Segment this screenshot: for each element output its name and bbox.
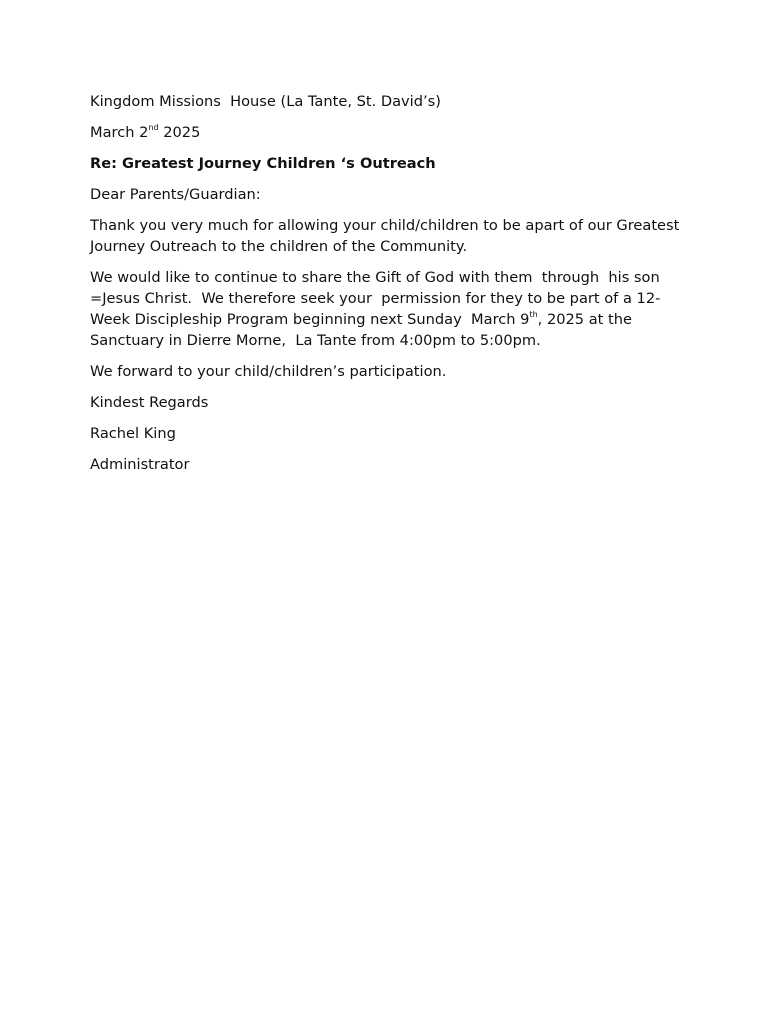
letter-paragraph-thanks: Thank you very much for allowing your child/children to be apart of our Greatest Journey Outreach to the children of the Community. [90,217,684,255]
program-text-end: , 2025 at the Sanctuary in Dierre Morne, La Tante from 4:00pm to 5:00pm. [90,311,637,349]
signer-name: Rachel King [90,425,176,442]
date-ordinal-suffix: nd [148,123,159,133]
program-date-suffix: th [529,310,538,320]
letter-body [90,91,684,485]
date-year: 2025 [158,124,201,141]
letter-paragraph-program [90,267,680,351]
program-text-start: We would like to continue to share the Gift of God with them through his son =Jesus Christ. We therefore seek your permission for they to be part of a 12-Week Discipleship Program beginning next Sunday March 9 [90,269,665,328]
date-month-day: March 2 [90,124,149,141]
signer-title: Administrator [90,456,190,473]
letter-closing: Kindest Regards [90,394,209,411]
letter-header: Kingdom Missions House (La Tante, St. David’s) [90,93,441,110]
letter-date [90,122,680,143]
letter-salutation: Dear Parents/Guardian: [90,186,261,203]
letter-subject: Re: Greatest Journey Children ‘s Outreach [90,155,436,172]
letter-paragraph-participation: We forward to your child/children’s participation. [90,363,447,380]
